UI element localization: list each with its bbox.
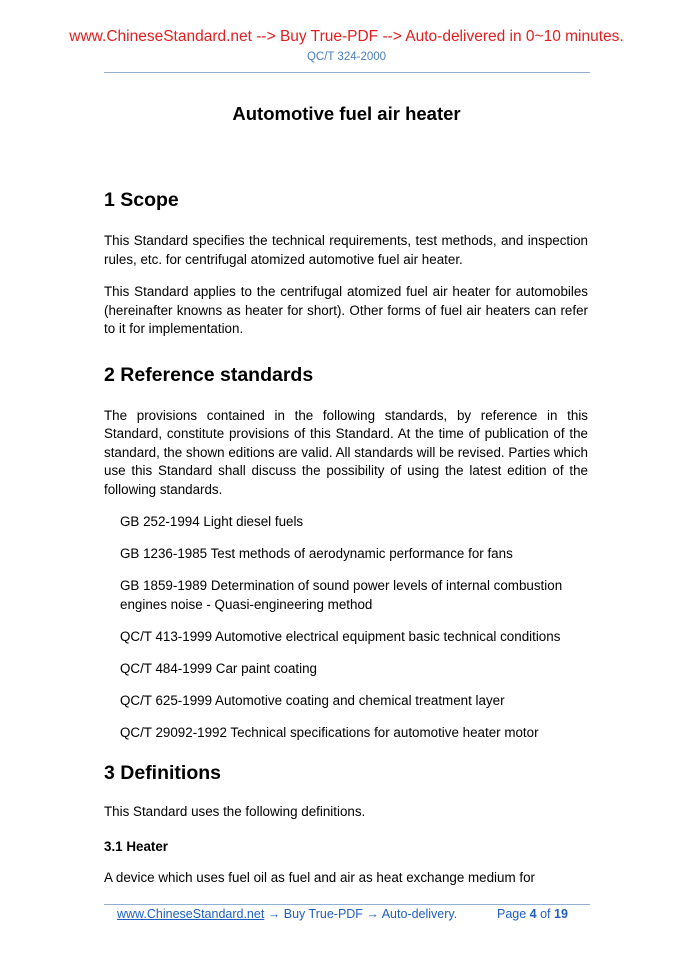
footer-divider [104, 904, 590, 905]
page-label: Page [497, 907, 530, 921]
scope-paragraph: This Standard specifies the technical requirements, test methods, and inspection rules, etc. for centrifugal atomized automotive fuel air heater. [104, 233, 588, 267]
definitions-intro: This Standard uses the following definitions. [104, 804, 366, 819]
page-total: 19 [554, 907, 568, 921]
document-title: Automotive fuel air heater [232, 103, 461, 124]
page-indicator [497, 907, 568, 921]
references-intro: The provisions contained in the following standards, by reference in this Standard, constitute provisions of this Standard. At the time of publication of the standard, the shown editions are valid. All standards will be revised. Parties which use this Standard shall discuss the possibility of using the latest edition of the following standards. [104, 407, 588, 497]
subsection-heading-heater: 3.1 Heater [104, 838, 169, 854]
reference-list [104, 513, 588, 742]
document-body [104, 186, 588, 888]
heater-definition-text: A device which uses fuel oil as fuel and air as heat exchange medium for [104, 870, 535, 885]
footer-website-link[interactable]: www.ChineseStandard.net [117, 907, 265, 921]
page-of-label: of [536, 907, 554, 921]
reference-item: QC/T 413-1999 Automotive electrical equipment basic technical conditions [120, 628, 561, 644]
header-divider [104, 72, 590, 73]
reference-item: QC/T 484-1999 Car paint coating [120, 660, 318, 676]
reference-item: QC/T 29092-1992 Technical specifications for automotive heater motor [120, 724, 539, 740]
promo-banner[interactable]: www.ChineseStandard.net --> Buy True-PDF --> Auto-delivered in 0~10 minutes. [69, 28, 624, 45]
reference-item: GB 1236-1985 Test methods of aerodynamic performance for fans [120, 546, 513, 561]
scope-paragraph: This Standard applies to the centrifugal atomized fuel air heater for automobiles (hereinafter knowns as heater for short). Other forms of fuel air heaters can refer to it for implementation. [104, 284, 588, 336]
reference-item: GB 252-1994 Light diesel fuels [120, 514, 304, 529]
reference-item: GB 1859-1989 Determination of sound power levels of internal combustion engines noise - Quasi-engineering method [120, 578, 563, 612]
section-heading-references: 2 Reference standards [104, 363, 314, 386]
page-footer [117, 907, 587, 921]
reference-item: QC/T 625-1999 Automotive coating and chemical treatment layer [120, 692, 505, 708]
section-heading-definitions: 3 Definitions [104, 762, 222, 784]
footer-promo-text: → Buy True-PDF → Auto-delivery. [264, 907, 458, 921]
standard-code-header: QC/T 324-2000 [306, 51, 387, 63]
section-heading-scope: 1 Scope [104, 189, 179, 211]
page-current: 4 [529, 907, 537, 921]
